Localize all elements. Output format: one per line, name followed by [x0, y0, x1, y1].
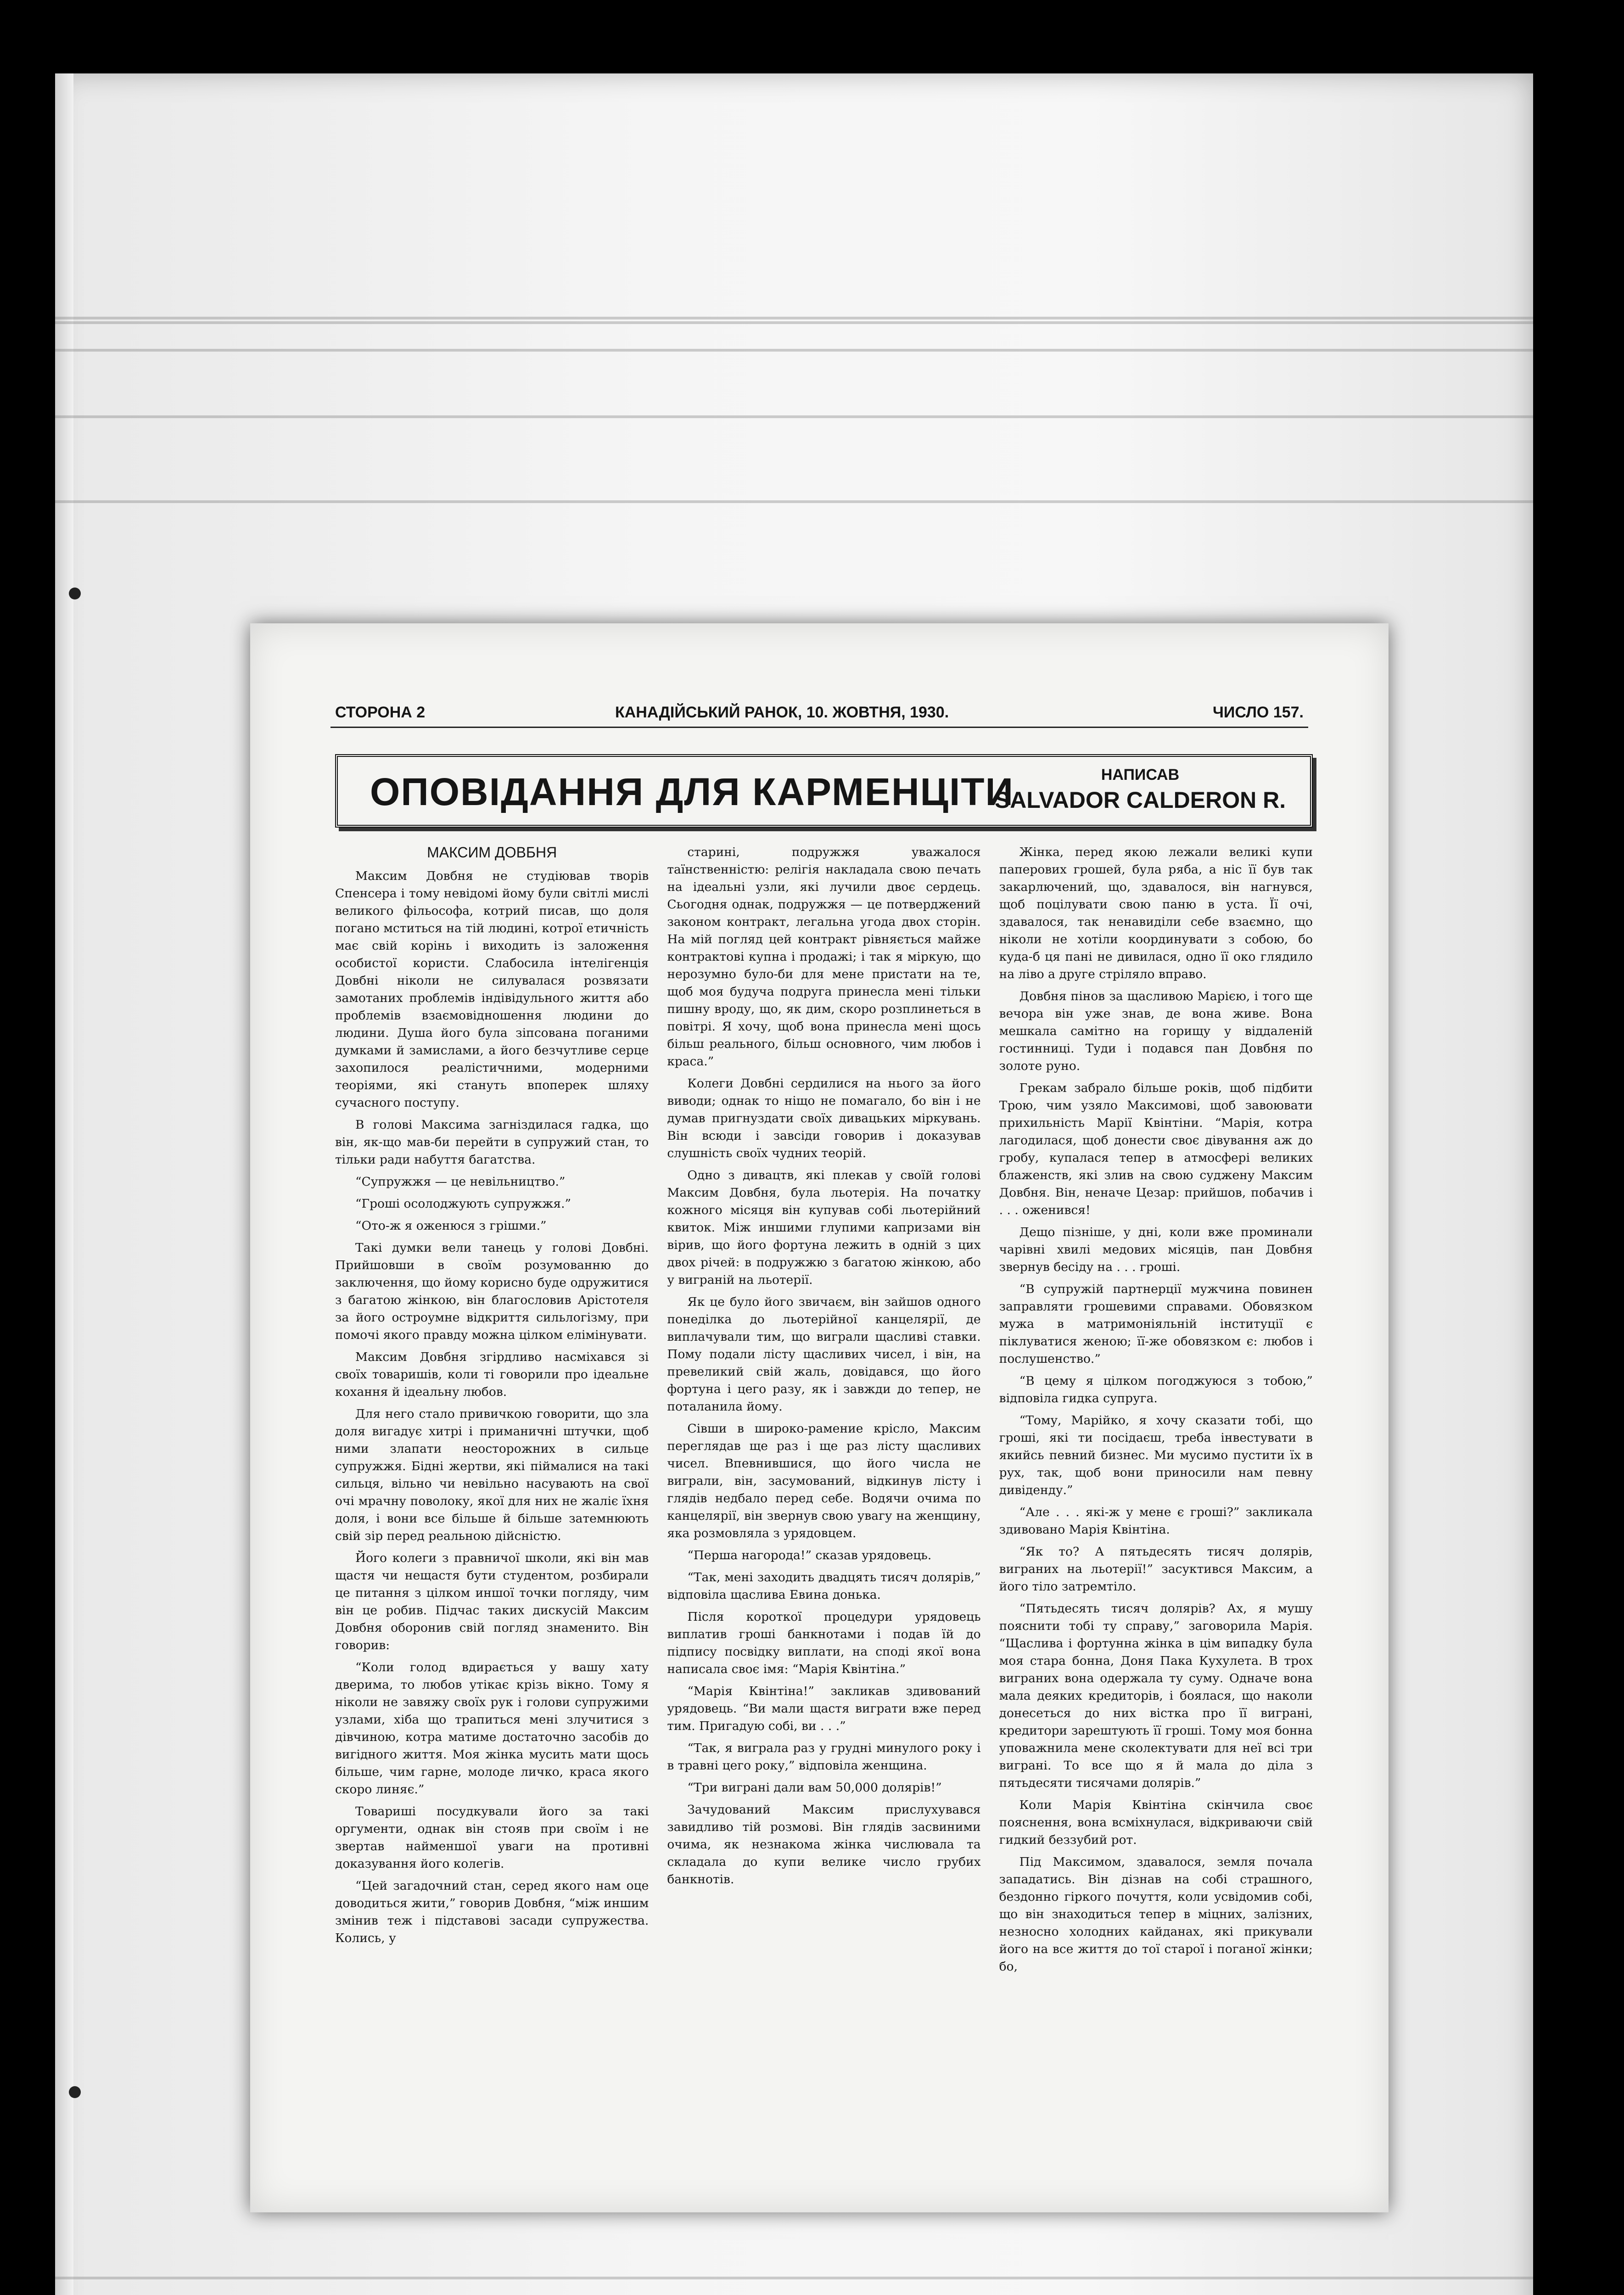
article-paragraph: “Ото-ж я оженюся з грішми.” — [355, 1219, 547, 1233]
article-column-1 — [335, 844, 649, 2143]
article-paragraph: Одно з дивацтв, які плекав у своїй голові Максим Довбня, була льотерія. На початку кожного місяця він купував собі льотерійний квиток. Між иншими глупими капризами він вірив, що його фортуна лежить в одній з цих двох річей: в подружжю з багатою жінкою, або у виграній на льотерії. — [667, 1168, 981, 1287]
article-paragraph: В голові Максима загніздилася гадка, що він, як-що мав-би перейти в супружий стан, то тільки ради набуття багатства. — [335, 1118, 649, 1167]
article-paragraph: Максим Довбня не студіював творів Спенсера і тому невідомі йому були світлі мислі великого фільософа, котрий писав, що доля погано мститься на тій людині, котрої етичність має свій корінь і виходить із заложення особистої користи. Слабосила інтелігенція Довбні ніколи не силувалася розвязати замотаних проблемів індівідульного життя або проблемів взаємовідношення людини до людини. Душа його була зіпсована поганими думками й замислами, а його безчутливе серце захопилося реалістичними, модерними теоріями, які стануть впоперек шляху сучасного поступу. — [335, 869, 649, 1110]
article-columns — [335, 844, 1313, 2143]
board-line — [55, 415, 1533, 418]
article-paragraph: Сівши в широко-рамение крісло, Максим переглядав ще раз і ще раз лісту щасливих чисел. Впевнившися, що його числа не виграли, він, засумований, відкинув лісту і глядів недбало перед себе. Водячи очима по канцелярії, він звернув свою увагу на женщину, яка розмовляла з урядовцем. — [667, 1422, 981, 1540]
author-name: SALVADOR CALDERON R. — [994, 787, 1286, 813]
article-paragraph: “Тому, Марійко, я хочу сказати тобі, що гроші, які ти посідаєш, треба інвестувати в якийсь певний бизнес. Ми мусимо пустити їх в рух, так, щоб вони приносили нам певну дивіденду.” — [999, 1413, 1313, 1497]
article-paragraph: Коли Марія Квінтіна скінчила своє пояснення, вона всміхнулася, відкриваючи свій гидкий беззубий рот. — [999, 1798, 1313, 1847]
article-paragraph: Такі думки вели танець у голові Довбні. Прийшовши в своїм розумованню до заключення, що йому корисно буде одружитися з багатою жінкою, він благословив Арістотеля за його остроумне відкриття сильлогізму, при помочі якого правду можна цілком елімінувати. — [335, 1241, 649, 1342]
article-paragraph: Дещо пізніше, у дні, коли вже проминали чарівні хвилі медових місяців, пан Довбня звернув бесіду на . . . гроші. — [999, 1225, 1313, 1274]
board-line — [55, 500, 1533, 503]
article-paragraph: Довбня пінов за щасливою Марією, і того ще вечора він уже знав, де вона живе. Вона мешкала самітно на горищу у віддаленій гостинниці. Туди і подався пан Довбня по золоте руно. — [999, 989, 1313, 1073]
board-line — [55, 317, 1533, 319]
article-paragraph: Для него стало привичкою говорити, що зла доля вигадує хитрі і приманичні штучки, щоб ними злапати неосторожних в сильце супружжя. Бідні жертви, які піймалися на такі сильця, вільно чи невільно насувають на свої очі мрачну поволоку, якої для них не жаліє їхня доля, і вони все більше й більше затемнюють свій зір перед реальною дійсністю. — [335, 1407, 649, 1543]
article-paragraph: “Так, мені заходить двадцять тисяч долярів,” відповіла щаслива Евина донька. — [667, 1570, 981, 1602]
article-paragraph: Грекам забрало більше років, щоб підбити Трою, чим узяло Максимові, щоб завоювати прихильність Марії Квінтіни. “Марія, котра лагодилася, щоб донести своє дівування аж до гробу, купалася тепер в атмосфері великих блаженств, які злив на свою суджену Максим Довбня. Він, неначе Цезар: прийшов, побачив і . . . оженився! — [999, 1081, 1313, 1217]
article-paragraph: Його колеги з правничої школи, які він мав щастя чи нещастя бути студентом, розбирали це питання з цілком иншої точки погляду, чим він це робив. Підчас таких дискусій Максим Довбня оборонив свій погляд знаменито. Він говорив: — [335, 1551, 649, 1652]
article-paragraph: старині, подружжя уважалося таїнственністю: релігія накладала свою печать на ідеальні узли, які лучили двоє сердець. Сьогодня однак, подружжя — це потверджений законом контракт, легальна угода двох сторін. На мій погляд цей контракт рівняється майже контрактові купна і продажі; і так я міркую, що нерозумно було-би для мене пристати на те, щоб моя будуча подруга принесла мені тільки пишну вроду, що, як дим, скоро розплинеться в повітрі. Я хочу, щоб вона принесла мені щось більш реального, більш основного, чим любов і краса.” — [667, 845, 981, 1069]
newspaper-masthead-date: КАНАДІЙСЬКИЙ РАНОК, 10. ЖОВТНЯ, 1930. — [615, 704, 949, 721]
article-paragraph: “Марія Квінтіна!” закликав здивований урядовець. “Ви мали щастя виграти вже перед тим. Пригадую собі, ви . . .” — [667, 1684, 981, 1733]
article-paragraph: Як це було його звичаєм, він зайшов одного понеділка до льотерійної канцелярії, де виплачували тим, що виграли щасливі ставки. Пому подали лісту щасливих чисел, і він, на превеликий свій жаль, довідався, що його фортуна і цего разу, як і завжди до тепер, не поталанила йому. — [667, 1295, 981, 1414]
article-paragraph: “Так, я виграла раз у грудні минулого року і в травні цего року,” відповіла женщина. — [667, 1741, 981, 1773]
story-banner — [335, 754, 1313, 828]
article-paragraph: Жінка, перед якою лежали великі купи паперових грошей, була ряба, а ніс її був так закарлючений, що, здавалося, він нагнувся, щоб поцілувати свою паню в уста. Її очі, здавалося, так ненавиділи себе взаємно, що ніколи не хотіли координувати з собою, бо куда-б ця пані не дивилася, одно її око глядило на ліво а друге стріляло вправо. — [999, 845, 1313, 981]
article-paragraph: “Але . . . які-ж у мене є гроші?” закликала здивовано Марія Квінтіна. — [999, 1505, 1313, 1537]
article-paragraph: “В цему я цілком погоджуюся з тобою,” відповіла гидка супруга. — [999, 1374, 1313, 1405]
article-paragraph: “Три виграні дали вам 50,000 долярів!” — [687, 1780, 942, 1795]
board-line — [55, 349, 1533, 352]
page-number: СТОРОНА 2 — [335, 704, 426, 721]
article-paragraph: “Цей загадочний стан, серед якого нам оце доводиться жити,” говорив Довбня, “між иншим змінив теж і підставові засади супружества. Колись, у — [335, 1879, 649, 1945]
article-paragraph: Після короткої процедури урядовець виплатив гроші банкнотами і подав їй до підпису посвідку виплати, на споді якої вона написала своє імя: “Марія Квінтіна.” — [667, 1610, 981, 1676]
article-paragraph: “Перша нагорода!” сказав урядовець. — [687, 1548, 932, 1562]
issue-number: ЧИСЛО 157. — [1213, 704, 1304, 721]
byline-label: НАПИСАВ — [1101, 766, 1180, 784]
page-runner — [330, 704, 1308, 728]
board-line — [55, 2277, 1533, 2279]
article-paragraph: “В супружій партнерції мужчина повинен заправляти грошевими справами. Обовязком мужа в матримоніяльній інституції є піклуватися женою; її-же обовязком є: любов і послушенство.” — [999, 1282, 1313, 1366]
article-paragraph: “Пятьдесять тисяч долярів? Ах, я мушу пояснити тобі ту справу,” заговорила Марія. “Щаслива і фортунна жінка в цім випадку була моя стара бонна, Доня Пака Кухулета. В трох виграних вона одержала ту суму. Одначе вона мала деяких кредиторів, і боялася, що наколи донесеться до них вістка про її виграні, кредитори зарештують її гроші. Тому моя бонна уповажнила мене сколектувати для неї всі три виграні. То все що я й мала до діла з пятьдесяти тисячами долярів.” — [999, 1601, 1313, 1790]
binding-hole — [69, 588, 81, 599]
article-column-2 — [667, 844, 980, 2143]
byline — [989, 766, 1292, 813]
newspaper-page — [250, 623, 1389, 2212]
article-subheading: МАКСИМ ДОВБНЯ — [427, 844, 557, 861]
article-paragraph: Товариші посудкували його за такі оргументи, однак він стояв при своїм і не звертав найменшої уваги на противні доказування його колегів. — [335, 1804, 649, 1871]
article-paragraph: Колеги Довбні сердилися на нього за його виводи; однак то ніщо не помагало, бо він і не думав пригнуздати своїх дивацьких міркувань. Він всюди і завсіди говорив і доказував слушність своїх чудних теорій. — [667, 1076, 981, 1160]
article-paragraph: “Коли голод вдирається у вашу хату дверима, то любов утікає крізь вікно. Тому я ніколи не завяжу своїх рук і голови супружими узлами, хіба що трапиться мені злучитися з дівчиною, котра матиме достаточно засобів до вигідного життя. Моя жінка мусить мати щось більше, чим гарне, молоде личко, краса якого скоро линяє.” — [335, 1660, 649, 1797]
binding-hole — [69, 2086, 81, 2098]
board-line — [55, 321, 1533, 324]
article-paragraph: Максим Довбня згірдливо насміхався зі своїх товаришів, коли ті говорили про ідеальне кохання й ідеальну любов. — [335, 1350, 649, 1399]
article-paragraph: “Як то? А пятьдесять тисяч долярів, виграних на льотерії!” засуктився Максим, а його тіло затремтіло. — [999, 1545, 1313, 1594]
article-paragraph: Зачудований Максим прислухувався завидливо тій розмові. Він глядів засвиними очима, як незнакома жінка числювала та складала до купи велике число грубих банкнотів. — [667, 1802, 981, 1886]
article-paragraph: “Супружжя — це невільництво.” — [355, 1175, 566, 1189]
article-paragraph: Під Максимом, здавалося, земля почала западатись. Він дізнав на собі страшного, бездонно гіркого почуття, коли усвідомив собі, що він знаходиться тепер в міцних, залізних, незносно холодних кайданах, які прикували його на все життя до тої старої і поганої жінки; бо, — [999, 1855, 1313, 1974]
story-title: ОПОВІДАННЯ ДЛЯ КАРМЕНЦІТИ — [370, 770, 1014, 813]
board-edge — [55, 73, 73, 2295]
article-paragraph: “Гроші осолоджують супружжя.” — [355, 1197, 571, 1211]
article-column-3 — [999, 844, 1313, 2143]
